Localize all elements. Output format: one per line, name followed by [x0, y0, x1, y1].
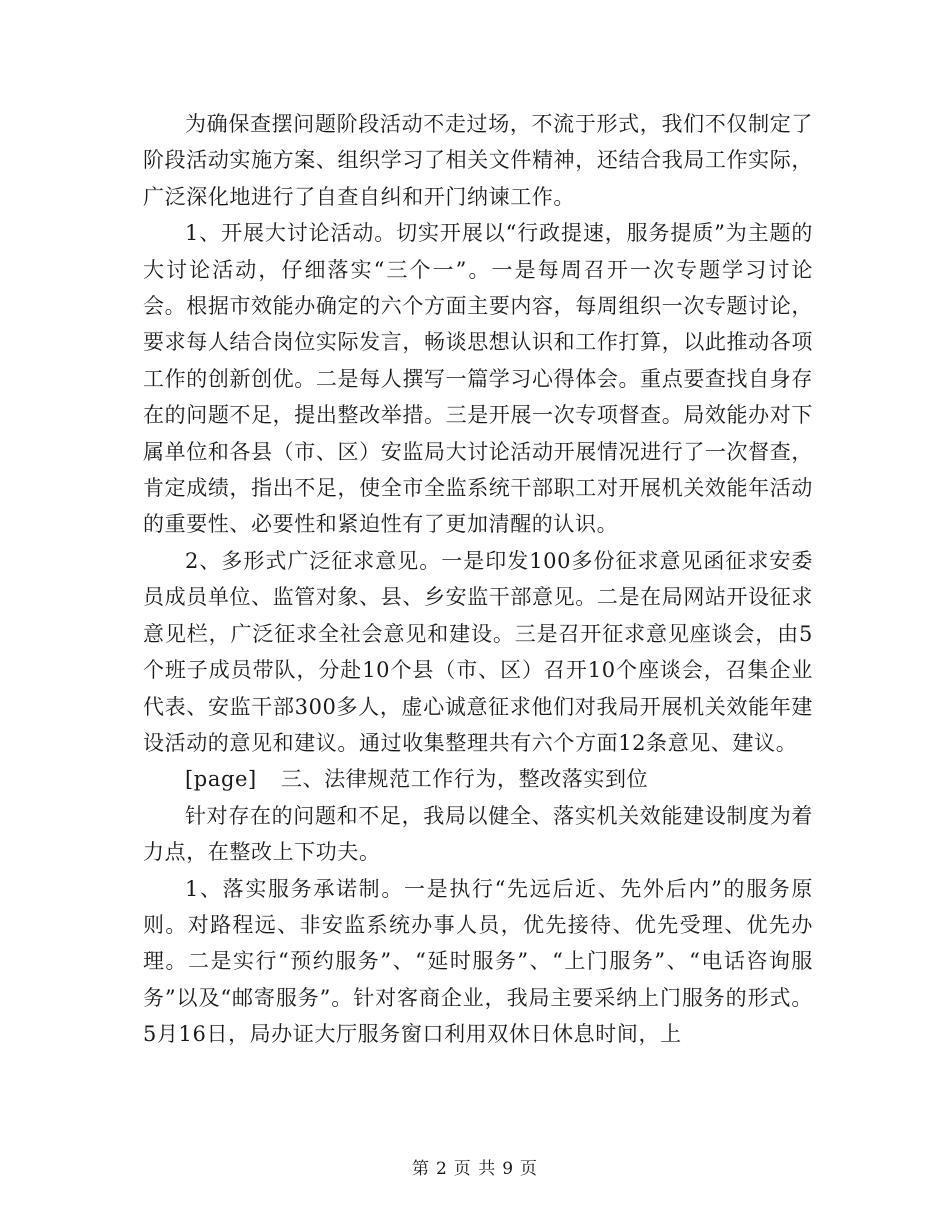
paragraph-intro: 为确保查摆问题阶段活动不走过场，不流于形式，我们不仅制定了阶段活动实施方案、组织学习了相关文件精神，还结合我局工作实际，广泛深化地进行了自查自纠和开门纳谏工作。 — [143, 112, 813, 209]
section-title: 三、法律规范工作行为，整改落实到位 — [281, 767, 649, 792]
paragraph-solicit-opinions: 2、多形式广泛征求意见。一是印发100多份征求意见函征求安委员成员单位、监管对象、县、乡安监干部意见。二是在局网站开设征求意见栏，广泛征求全社会意见和建设。三是召开征求意见座谈会，由5个班子成员带队，分赴10个县（市、区）召开10个座谈会，召集企业代表、安监干部300多人，虚心诚意征求他们对我局开展机关效能年建设活动的意见和建议。通过收集整理共有六个方面12条意见、建议。 — [143, 548, 813, 755]
footer-middle: 页 共 — [453, 1159, 497, 1179]
document-body — [143, 106, 813, 1053]
page-marker: [page] — [185, 767, 257, 792]
section-heading — [143, 761, 813, 797]
footer-current-page: 2 — [435, 1159, 448, 1179]
paragraph-service-commitment: 1、落实服务承诺制。一是执行“先远后近、先外后内”的服务原则。对路程远、非安监系统办事人员，优先接待、优先受理、优先办理。二是实行“预约服务”、“延时服务”、“上门服务”、“电话咨询服务”以及“邮寄服务”。针对客商企业，我局主要采纳上门服务的形式。5月16日，局办证大厅服务窗口利用双休日休息时间，上 — [143, 876, 813, 1047]
paragraph-rectification-intro: 针对存在的问题和不足，我局以健全、落实机关效能建设制度为着力点，在整改上下功夫。 — [143, 803, 813, 865]
footer-prefix: 第 — [411, 1159, 430, 1179]
paragraph-discussion-activity: 1、开展大讨论活动。切实开展以“行政提速，服务提质”为主题的大讨论活动，仔细落实“三个一”。一是每周召开一次专题学习讨论会。根据市效能办确定的六个方面主要内容，每周组织一次专题讨论，要求每人结合岗位实际发言，畅谈思想认识和工作打算，以此推动各项工作的创新创优。二是每人撰写一篇学习心得体会。重点要查找自身存在的问题不足，提出整改举措。三是开展一次专项督查。局效能办对下属单位和各县（市、区）安监局大讨论活动开展情况进行了一次督查，肯定成绩，指出不足，使全市全监系统干部职工对开展机关效能年活动的重要性、必要性和紧迫性有了更加清醒的认识。 — [143, 221, 813, 537]
footer-total-pages: 9 — [502, 1159, 515, 1179]
footer-suffix: 页 — [520, 1159, 539, 1179]
page-footer — [0, 1154, 950, 1179]
